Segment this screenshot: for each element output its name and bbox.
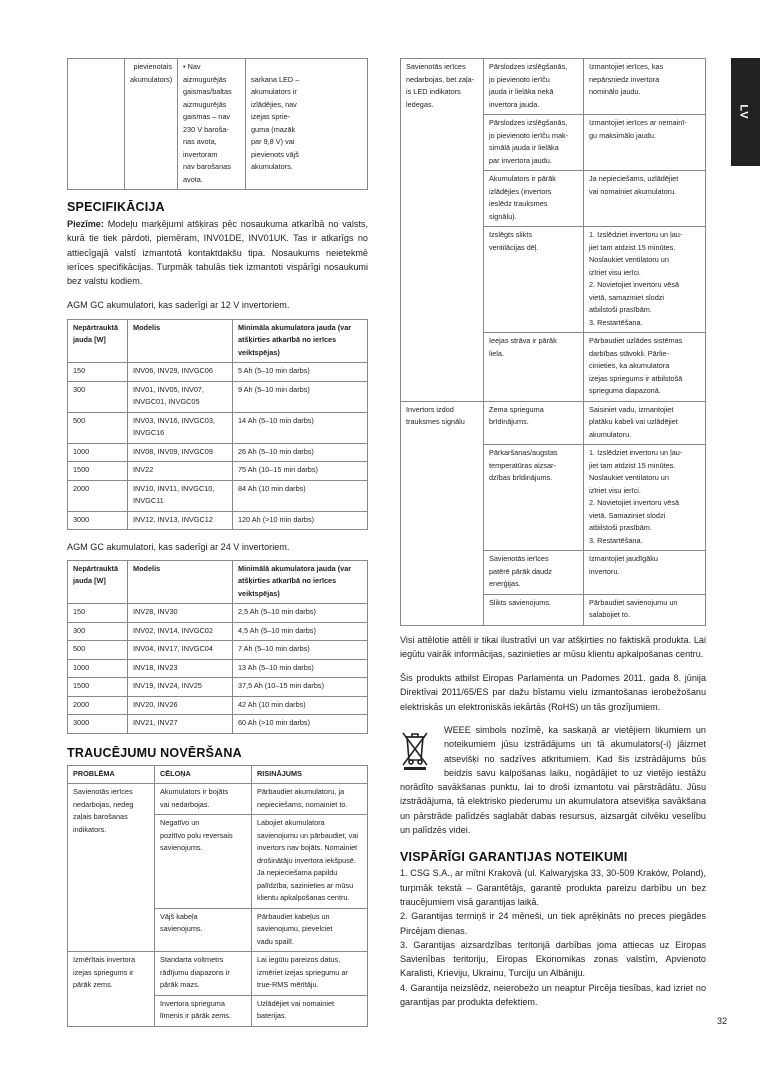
table-cell: 42 Ah (10 min darbs) xyxy=(233,696,368,715)
warranty-item: 4. Garantija neizslēdz, neierobežo un neaptur Pircēja tiesības, kad izriet no garantijas par produkta defektiem. xyxy=(400,982,706,1008)
spec-table-12v xyxy=(67,319,368,531)
table-cell: 14 Ah (5–10 min darbs) xyxy=(233,412,368,443)
table-cell: 75 Ah (10–15 min darbs) xyxy=(233,462,368,481)
table-row xyxy=(68,381,368,412)
left-column xyxy=(67,58,368,1027)
table-cell: INV02, INV14, INVGC02 xyxy=(128,622,233,641)
table-cell: 1. Izslēdziet invertoru un ļau- jiet tam atdzist 15 minūtes. Noslaukiet ventilatoru un izīriet visu ierīci. 2. Novietojiet invertoru vēsā vietā, samaziniet slodzi atbilstoši prasībām. 3. Restartēšana. xyxy=(584,227,706,333)
column-header: Minimālā akumulatora jauda (var atšķirties atkarībā no ierīces veiktspējas) xyxy=(233,560,368,604)
illustrative-note: Visi attēlotie attēli ir tikai ilustratīvi un var atšķirties no faktiskā produkta. Lai iegūtu vairāk informācijas, sazinieties ar mūsu klientu apkalpošanas centru. xyxy=(400,634,706,659)
table-cell: Pārslodzes izslēgšanās, jo pievienoto ierīču jauda ir lielāka nekā invertora jauda. xyxy=(484,59,584,115)
table-cell: Izmantojiet ierīces ar nemainī- gu maksimālo jaudu. xyxy=(584,115,706,171)
table-cell: 60 Ah (>10 min darbs) xyxy=(233,715,368,734)
table-row xyxy=(68,641,368,660)
problem-cell: Savienotās ierīces nedarbojas, bet zaļa- is LED indikators ledegas. xyxy=(401,59,484,402)
table-cell: 84 Ah (10 min darbs) xyxy=(233,480,368,511)
table-cell: Ja nepieciešams, uzlādējiet vai nomainiet akumulatoru. xyxy=(584,171,706,227)
table-header-row xyxy=(68,765,368,784)
table-cell: pievienotais akumulators) xyxy=(125,59,178,190)
table-row xyxy=(68,604,368,623)
top-continuation-table xyxy=(67,58,368,190)
problem-cell: Invertors izdod trauksmes signālu xyxy=(401,401,484,625)
table-cell: Pārkaršanas/augstas temperatūras aizsar- dzības brīdinājums. xyxy=(484,445,584,551)
table-cell: Invertora sprieguma līmenis ir pārāk zems. xyxy=(155,995,252,1026)
warranty-item: 3. Garantijas aizsardzības teritorijā darbības joma attiecas uz Eiropas Savienības teritoriju, Eiropas Ekonomikas zonas valstīm, Apvienoto Karalisti, Krieviju, Ukrainu, Turciju un Albāniju. xyxy=(400,939,706,979)
table-cell: INV28, INV30 xyxy=(128,604,233,623)
table-cell: 2000 xyxy=(68,480,128,511)
table-header-row xyxy=(68,319,368,363)
table-cell: Standarta voltmetrs rādījumu diapazons ir pārāk mazs. xyxy=(155,952,252,996)
table-row xyxy=(68,443,368,462)
table-row xyxy=(401,401,706,445)
table-cell: Ieejas strāva ir pārāk liela. xyxy=(484,333,584,402)
table-cell: 4,5 Ah (5–10 min darbs) xyxy=(233,622,368,641)
table-row xyxy=(68,952,368,996)
spec-note xyxy=(67,217,368,288)
column-header: Modelis xyxy=(128,560,233,604)
table-row xyxy=(68,696,368,715)
table-cell: Izmantojiet jaudīgāku invertoru. xyxy=(584,551,706,595)
table-cell: 9 Ah (5–10 min darbs) xyxy=(233,381,368,412)
table-cell: 5 Ah (5–10 min darbs) xyxy=(233,363,368,382)
table-cell: Saisiniet vadu, izmantojiet platāku kabeli vai uzlādējiet akumulatoru. xyxy=(584,401,706,445)
note-label: Piezīme: xyxy=(67,219,104,229)
warranty-item: 2. Garantijas termiņš ir 24 mēneši, un tiek aprēķināts no preces piegādes Pircējam dienas. xyxy=(400,911,706,936)
troubleshooting-table xyxy=(67,765,368,1027)
table-cell: 1. Izslēdziet invertoru un ļau- jiet tam atdzist 15 minūtes. Noslaukiet ventilatoru un izīriet visu ierīci. 2. Novietojiet invertoru vēsā vietā. Samaziniet slodzi atbilstoši prasībām. 3. Restartēšana. xyxy=(584,445,706,551)
right-column xyxy=(400,58,706,1009)
table-cell: 2000 xyxy=(68,696,128,715)
table-cell: Labojiet akumulatora savienojumu un pārbaudiet, vai invertors nav bojāts. Nomainiet drošinātāju invertora iekšpusē. Ja nepieciešama papildu palīdzība, sazinieties ar mūsu klientu apkalpošanas centru. xyxy=(252,815,368,909)
table-cell: 26 Ah (5–10 min darbs) xyxy=(233,443,368,462)
warranty-heading: VISPĀRĪGI GARANTIJAS NOTEIKUMI xyxy=(400,850,628,865)
table-cell: INV06, INV29, INVGC06 xyxy=(128,363,233,382)
table-cell: 300 xyxy=(68,622,128,641)
table-row xyxy=(68,59,368,190)
table-row xyxy=(68,715,368,734)
table-cell: 120 Ah (>10 min darbs) xyxy=(233,511,368,530)
table-cell: INV04, INV17, INVGC04 xyxy=(128,641,233,660)
table-cell: 1500 xyxy=(68,678,128,697)
problem-cell: Savienotās ierīces nedarbojas, nedeg zaļais barošanas indikators. xyxy=(68,784,155,952)
table-cell: Akumulators ir pārāk izlādējies (invertors ieslēdz trauksmes signālu). xyxy=(484,171,584,227)
table-cell: Savienotās ierīces patērē pārāk daudz enerģijas. xyxy=(484,551,584,595)
table-row xyxy=(68,659,368,678)
table-cell: 500 xyxy=(68,641,128,660)
table-cell: Pārslodzes izslēgšanās, jo pievienoto ierīču mak- simālā jauda ir lielāka par invertora jaudu. xyxy=(484,115,584,171)
table-cell: Izmantojiet ierīces, kas nepārsniedz invertora nominālo jaudu. xyxy=(584,59,706,115)
table-cell: 7 Ah (5–10 min darbs) xyxy=(233,641,368,660)
table-row xyxy=(401,59,706,115)
table-cell: 1500 xyxy=(68,462,128,481)
column-header: Nepārtrauktā jauda [W] xyxy=(68,560,128,604)
table-cell: 37,5 Ah (10–15 min darbs) xyxy=(233,678,368,697)
spec-table-24v xyxy=(67,560,368,734)
column-header: Modelis xyxy=(128,319,233,363)
table-row xyxy=(68,480,368,511)
table-cell: INV03, INV16, INVGC03, INVGC16 xyxy=(128,412,233,443)
table-cell: 2,5 Ah (5–10 min darbs) xyxy=(233,604,368,623)
table-cell: Pārbaudiet uzlādes sistēmas darbības stāvokli. Pārlie- cinieties, ka akumulatora izejas spriegums ir atbilstošā sprieguma diapazonā. xyxy=(584,333,706,402)
rohs-directive: Šis produkts atbilst Eiropas Parlamenta un Padomes 2011. gada 8. jūnija Direktīvai 2011/65/ES par dažu bīstamu vielu izmantošanas ierobežošanu elektriskās un elektroniskās iekārtās (RoHS) un tās grozījumiem. xyxy=(400,673,706,712)
table-header-row xyxy=(68,560,368,604)
table-cell: INV22 xyxy=(128,462,233,481)
table12-caption: AGM GC akumulatori, kas saderīgi ar 12 V invertoriem. xyxy=(67,300,290,311)
table-cell: Izslēgts slikts ventilācijas dēļ. xyxy=(484,227,584,333)
table-cell: Slikts savienojums. xyxy=(484,594,584,625)
column-header: RISINĀJUMS xyxy=(252,765,368,784)
table-cell: Pārbaudiet kabeļus un savienojumu, pievelciet vadu spailī. xyxy=(252,908,368,952)
table-row xyxy=(68,511,368,530)
column-header: Minimāla akumulatora jauda (var atšķirties atkarībā no ierīces veiktspējas) xyxy=(233,319,368,363)
table-row xyxy=(68,678,368,697)
table-cell: Akumulators ir bojāts vai nedarbojas. xyxy=(155,784,252,815)
table24-caption: AGM GC akumulatori, kas saderīgi ar 24 V invertoriem. xyxy=(67,542,290,553)
weee-bin-icon xyxy=(400,727,430,771)
table-cell: INV08, INV09, INVGC09 xyxy=(128,443,233,462)
table-cell: • Nav aizmugurējās gaismas/baltas aizmugurējās gaismas – nav 230 V baroša- nas avota, invertoram nav barošanas avota. xyxy=(178,59,246,190)
table-cell xyxy=(68,59,125,190)
problem-cell: Izmērītais invertora izejas spriegums ir pārāk zems. xyxy=(68,952,155,1027)
table-cell: sarkana LED – akumulators ir izlādējies, nav izejas sprie- guma (mazāk par 9,8 V) vai pievienots vājš akumulators. xyxy=(246,59,368,190)
table-cell: 150 xyxy=(68,604,128,623)
column-header: Nepārtrauktā jauda [W] xyxy=(68,319,128,363)
table-cell: Lai iegūtu pareizos datus, izmēriet izejas spriegumu ar true-RMS mērītāju. xyxy=(252,952,368,996)
table-row xyxy=(68,622,368,641)
table-cell: INV12, INV13, INVGC12 xyxy=(128,511,233,530)
table-cell: INV19, INV24, INV25 xyxy=(128,678,233,697)
column-header: PROBLĒMA xyxy=(68,765,155,784)
table-cell: INV20, INV26 xyxy=(128,696,233,715)
weee-block xyxy=(400,723,706,837)
table-cell: INV10, INV11, INVGC10, INVGC11 xyxy=(128,480,233,511)
language-tab: LV xyxy=(731,58,760,166)
table-cell: 1000 xyxy=(68,443,128,462)
weee-text: WEEE simbols nozīmē, ka saskaņā ar vietējiem likumiem un noteikumiem jūsu izstrādājums un tā akumulators(-i) jāizmet atsevišķi no sadzīves atkritumiem. Kad šis izstrādājums būs beidzis savu kalpošanas laiku, nogādājiet to uz vietējo iestāžu norādīto savākšanas punktu, lai to droši izmantotu vai pārstrādātu. Jūsu izstrādājuma, tā elektrisko piederumu un akumulatora atsevišķa savākšana un pārstrāde palīdzēs saglabāt dabas resursus, aizsargāt cilvēku veselību un palīdzēs videi. xyxy=(400,724,706,836)
warranty-item: 1. CSG S.A., ar mītni Krakovā (ul. Kalwaryjska 33, 30-509 Kraków, Poland), turpmāk tekstā – Garantētājs, garantē produkta pareizu darbību un bez traucējumiem visā garantijas laikā. xyxy=(400,868,706,907)
table-row xyxy=(68,363,368,382)
column-header: CĒLOŅA xyxy=(155,765,252,784)
table-cell: Zema sprieguma brīdinājums. xyxy=(484,401,584,445)
table-row xyxy=(68,784,368,815)
table-cell: 150 xyxy=(68,363,128,382)
table-cell: Pārbaudiet savienojumu un salabojiet to. xyxy=(584,594,706,625)
table-cell: Pārbaudiet akumulatoru, ja nepieciešams, nomainiet to. xyxy=(252,784,368,815)
page-number: 32 xyxy=(717,1016,728,1026)
table-row xyxy=(68,412,368,443)
table-cell: INV21, INV27 xyxy=(128,715,233,734)
spec-heading: SPECIFIKĀCIJA xyxy=(67,200,165,214)
table-cell: Uzlādējiet vai nomainiet baterijas. xyxy=(252,995,368,1026)
table-cell: 500 xyxy=(68,412,128,443)
table-cell: 13 Ah (5–10 min darbs) xyxy=(233,659,368,678)
table-cell: Negatīvo un pozitīvo polu reversais savienojums. xyxy=(155,815,252,909)
table-cell: 3000 xyxy=(68,715,128,734)
note-text: Modeļu marķējumi atšķiras pēc nosaukuma atkarībā no valsts, kurā tie tiek pārdoti, piemēram, INV01DE, INV01UK. Tas ir atkarīgs no attiecīgajā valstī izmantotā kontaktdakšu tipa. Nosaukums neietekmē ierīces specifikācijas. Turpmāk tabulās tiek izmantoti vispārīgi nosaukumi bez valstu kodiem. xyxy=(67,219,368,287)
troubleshooting-heading: TRAUCĒJUMU NOVĒRŠANA xyxy=(67,745,242,760)
table-cell: INV18, INV23 xyxy=(128,659,233,678)
table-cell: 3000 xyxy=(68,511,128,530)
table-cell: 300 xyxy=(68,381,128,412)
troubleshooting-table-continued xyxy=(400,58,706,626)
table-cell: 1000 xyxy=(68,659,128,678)
table-cell: INV01, INV05, INV07, INVGC01, INVGC05 xyxy=(128,381,233,412)
table-cell: Vājš kabeļa savienojums. xyxy=(155,908,252,952)
table-row xyxy=(68,462,368,481)
